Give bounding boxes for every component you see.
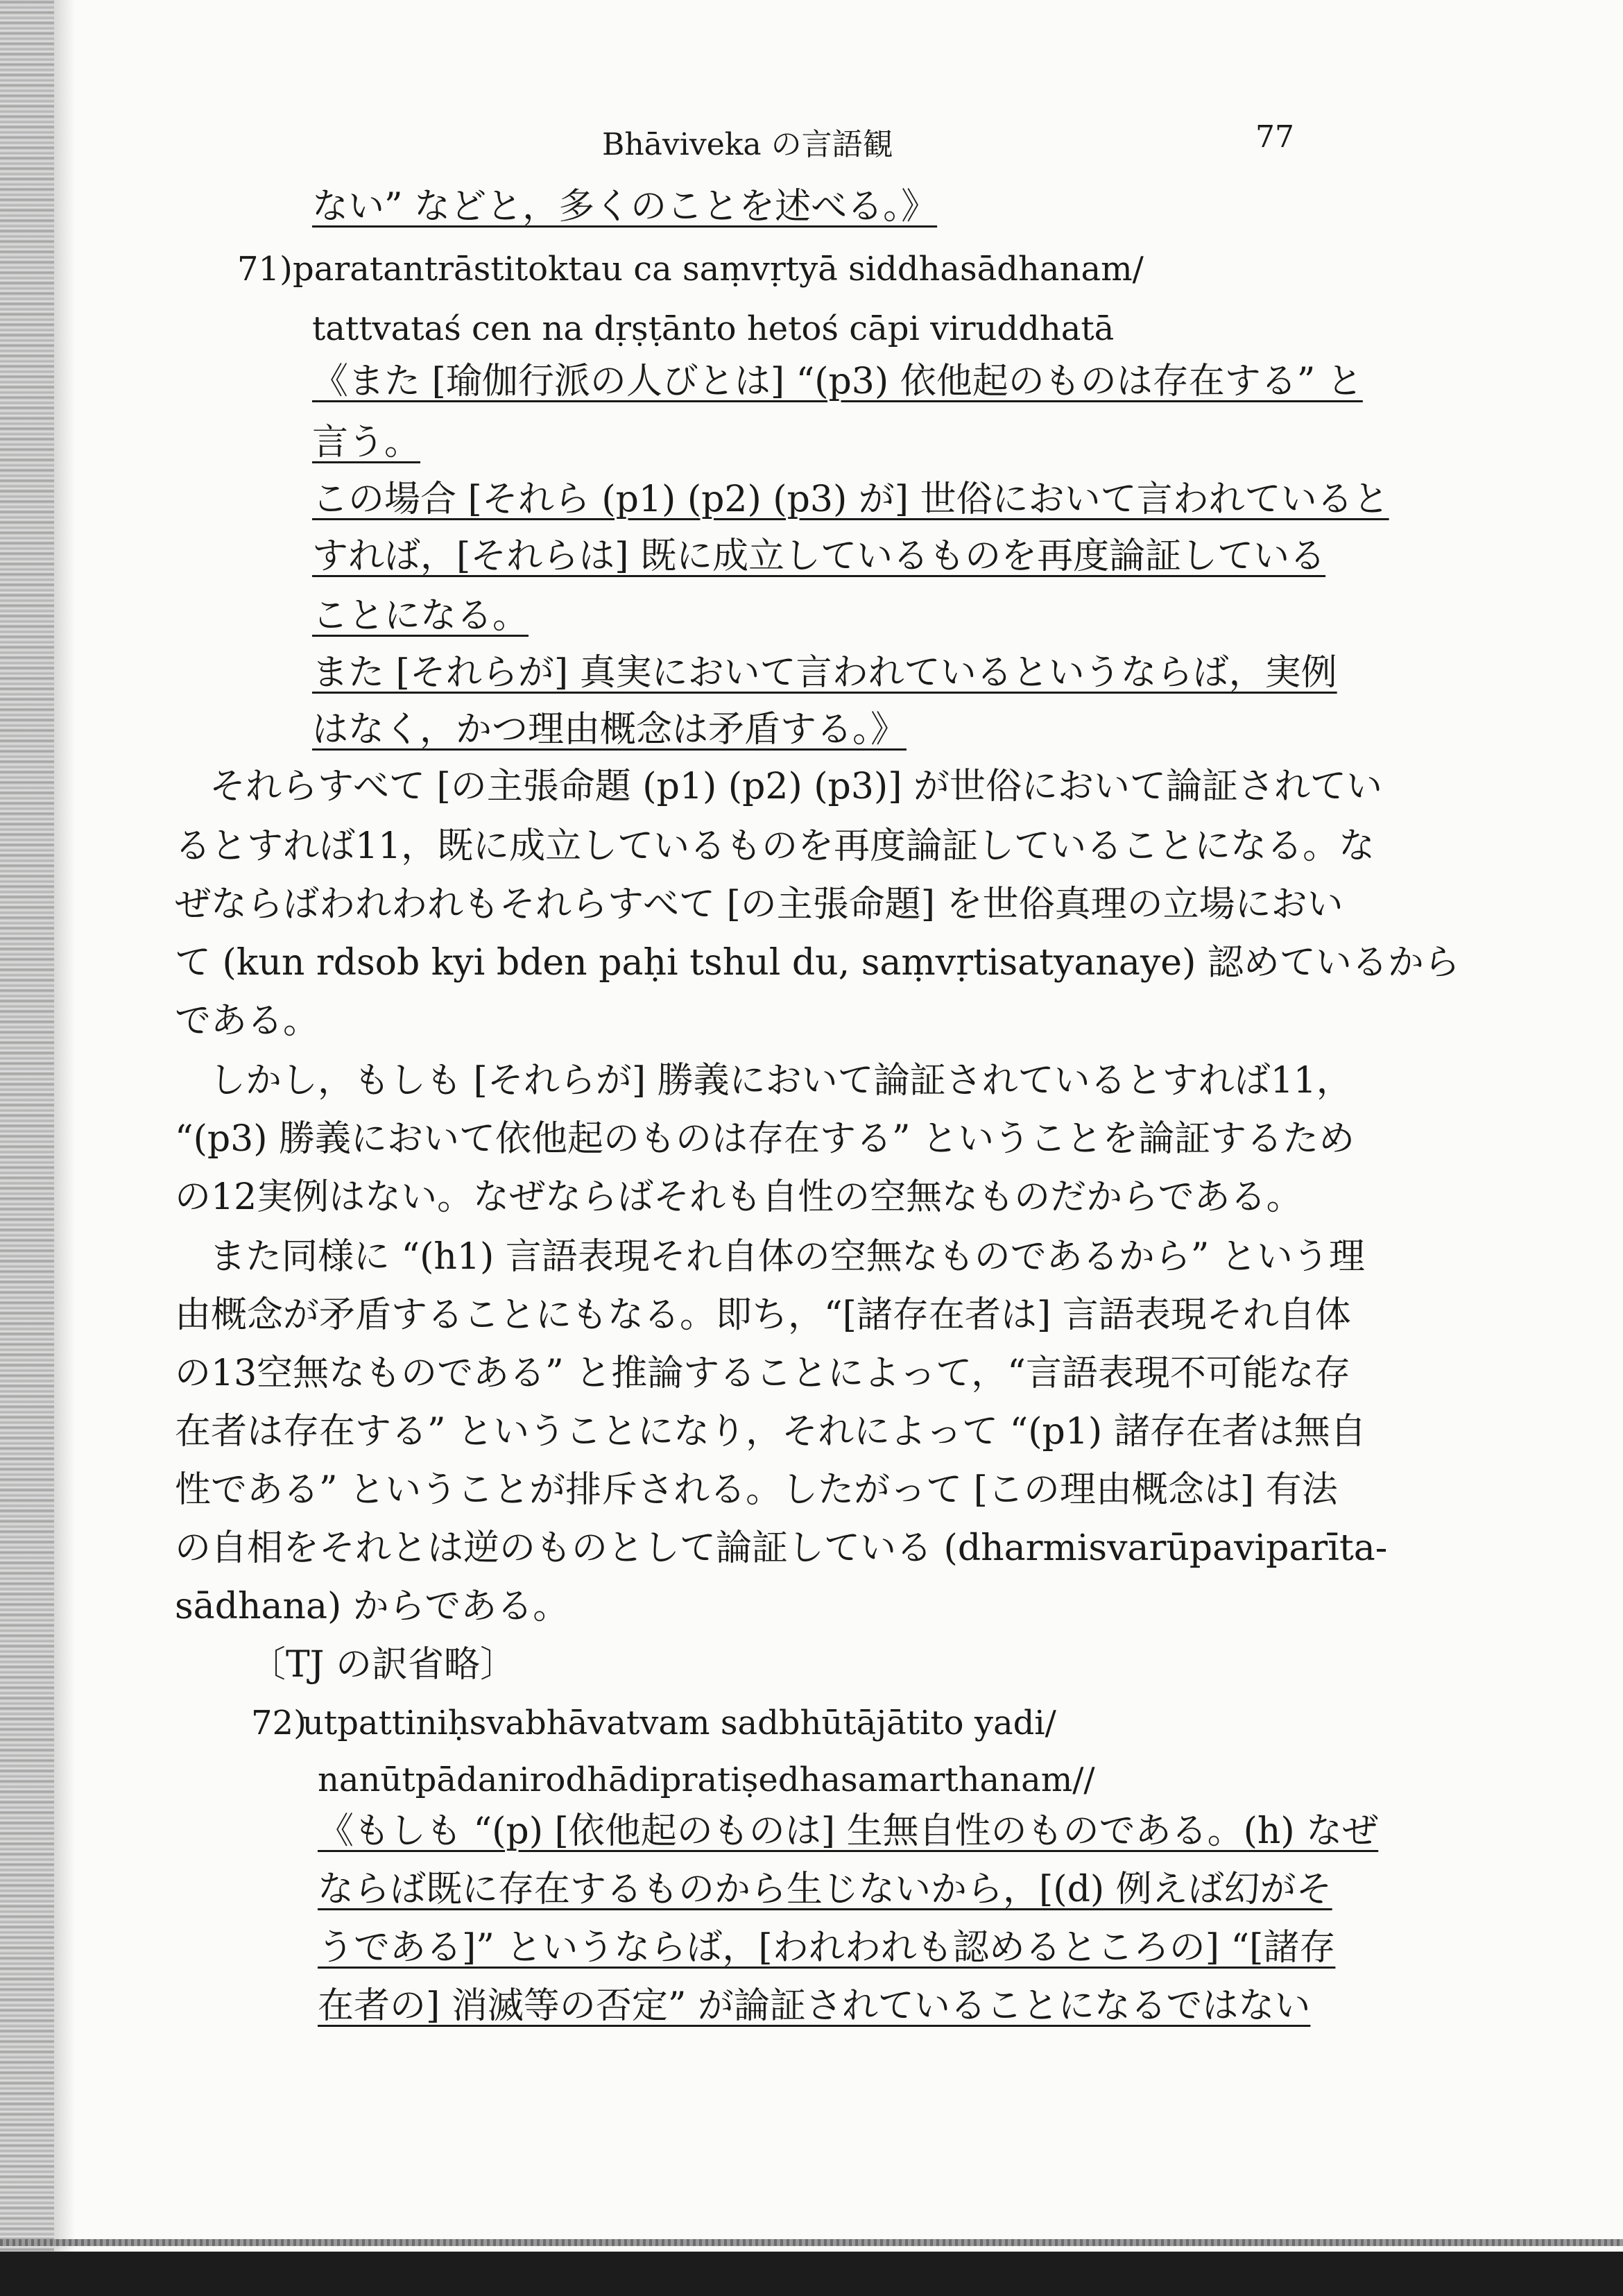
sanskrit-verse-line: nanūtpādanirodhādipratiṣedhasamarthanam// — [318, 1760, 1095, 1799]
body-line: また同様に “(h1) 言語表現それ自体の空無なものであるから” という理 — [209, 1236, 1365, 1278]
sanskrit-verse-line: tattvataś cen na dṛṣṭānto hetoś cāpi viruddhatā — [312, 309, 1115, 348]
body-line: ぜならばわれわれもそれらすべて [の主張命題] を世俗真理の立場におい — [175, 884, 1343, 925]
sanskrit-verse-line: utpattiniḥsvabhāvatvam sadbhūtājātito yadi/ — [302, 1704, 1056, 1742]
verse-number: 72) — [251, 1704, 307, 1742]
body-line: “(p3) 勝義において依他起のものは存在する” ということを論証するため — [175, 1118, 1355, 1160]
body-line: 性である” ということが排斥される。したがって [この理由概念は] 有法 — [175, 1469, 1338, 1511]
translation-line: また [それらが] 真実において言われているというならば，実例 — [312, 652, 1337, 694]
translation-line: すれば，[それらは] 既に成立しているものを再度論証している — [312, 536, 1326, 577]
translation-line: 《もしも “(p) [依他起のものは] 生無自性のものである。(h) なぜ — [318, 1810, 1379, 1852]
translation-line: ならば既に存在するものから生じないから，[(d) 例えば幻がそ — [318, 1869, 1332, 1910]
scan-bottom-border — [0, 2252, 1623, 2296]
body-line: 在者は存在する” ということになり，それによって “(p1) 諸存在者は無自 — [175, 1411, 1366, 1453]
page-number: 77 — [1255, 119, 1294, 155]
body-line: るとすれば11，既に成立しているものを再度論証していることになる。な — [175, 825, 1375, 867]
editorial-note: 〔TJ の訳省略〕 — [250, 1644, 517, 1686]
body-line: sādhana) からである。 — [175, 1586, 569, 1627]
body-line: て (kun rdsob kyi bden paḥi tshul du, saṃvṛtisatyanaye) 認めているから — [175, 942, 1460, 984]
body-line: それらすべて [の主張命題 (p1) (p2) (p3)] が世俗において論証されてい — [209, 766, 1383, 807]
text-line: ない” などと，多くのことを述べる。》 — [312, 186, 938, 228]
gutter-shadow — [54, 0, 75, 2296]
translation-line: はなく，かつ理由概念は矛盾する。》 — [312, 709, 907, 751]
translation-line: 言う。 — [312, 422, 421, 463]
body-line: である。 — [175, 1000, 320, 1042]
sanskrit-verse-line: paratantrāstitoktau ca saṃvṛtyā siddhasādhanam/ — [293, 250, 1144, 289]
body-line: しかし，もしも [それらが] 勝義において論証されているとすれば11， — [209, 1060, 1352, 1102]
translation-line: 《また [瑜伽行派の人びとは] “(p3) 依他起のものは存在する” と — [312, 361, 1363, 402]
verse-number: 71) — [237, 250, 293, 289]
translation-line: 在者の] 消滅等の否定” が論証されていることになるではない — [318, 1985, 1311, 2027]
translation-line: この場合 [それら (p1) (p2) (p3) が] 世俗において言われていると — [312, 479, 1389, 520]
body-line: 由概念が矛盾することにもなる。即ち，“[諸存在者は] 言語表現それ自体 — [175, 1294, 1351, 1336]
body-line: の13空無なものである” と推論することによって，“言語表現不可能な存 — [175, 1353, 1350, 1394]
body-line: の12実例はない。なぜならばそれも自性の空無なものだからである。 — [175, 1176, 1303, 1218]
running-header-title: Bhāviveka の言語観 — [602, 127, 893, 162]
translation-line: うである]” というならば，[われわれも認めるところの] “[諸存 — [318, 1927, 1336, 1969]
body-line: の自相をそれとは逆のものとして論証している (dharmisvarūpaviparīta- — [175, 1527, 1388, 1569]
translation-line: ことになる。 — [312, 595, 529, 637]
book-spine-shadow — [0, 0, 54, 2296]
